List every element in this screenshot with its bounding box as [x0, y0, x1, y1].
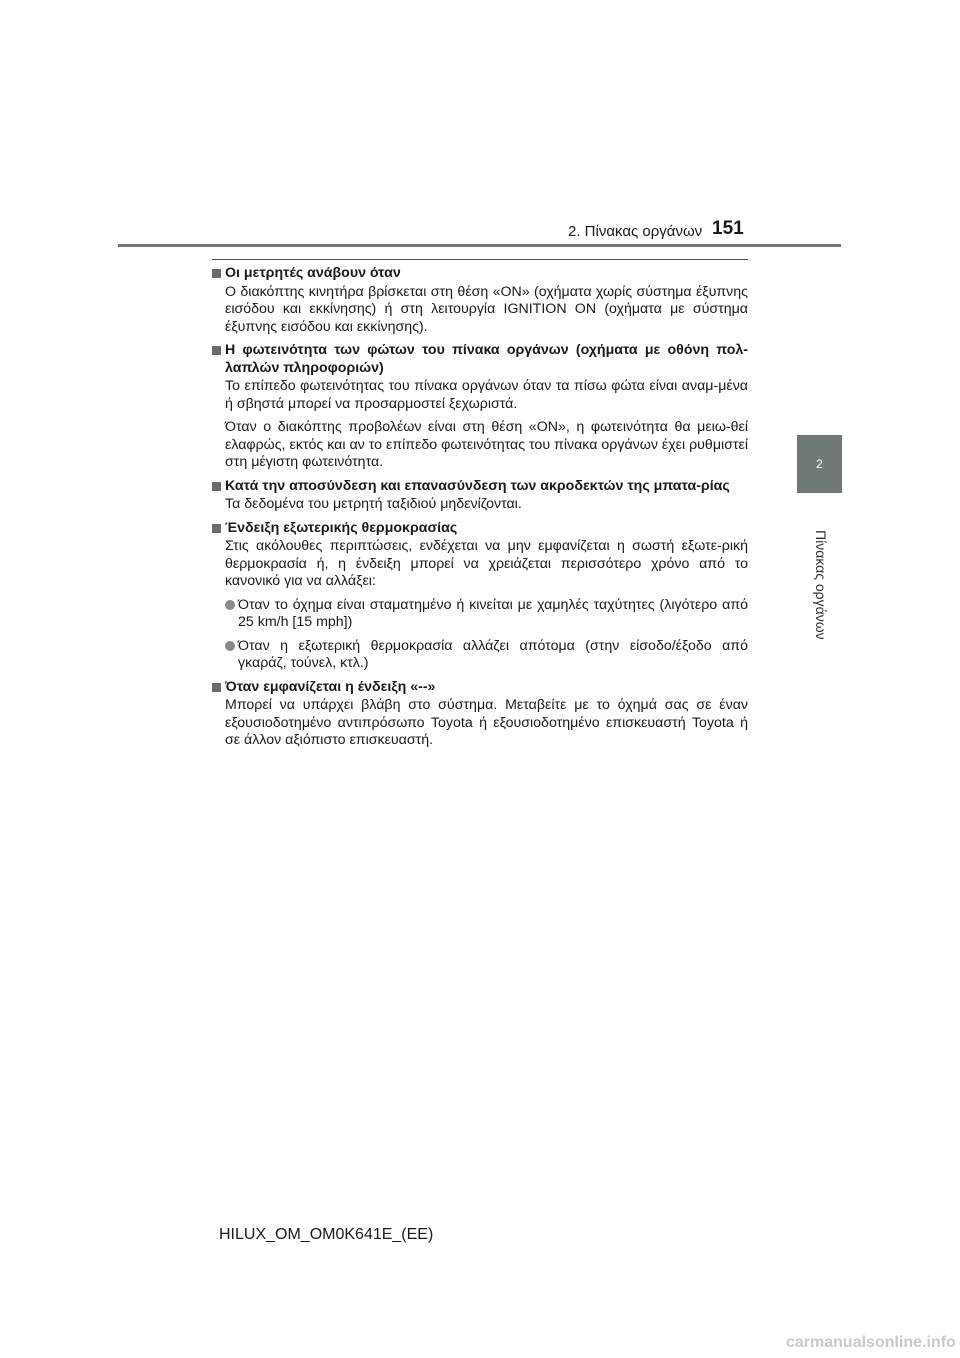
section-heading-text: Όταν εμφανίζεται η ένδειξη «--»	[225, 678, 436, 695]
content-top-divider	[212, 259, 748, 260]
section-heading	[212, 679, 748, 697]
section-heading-text: Η φωτεινότητα των φώτων του πίνακα οργάνων (οχήματα με οθόνη πολ-λαπλών πληροφοριών)	[225, 342, 748, 376]
paragraph: Μπορεί να υπάρχει βλάβη στο σύστημα. Μεταβείτε με το όχημά σας σε έναν εξουσιοδοτημένο αντιπρόσωπο Toyota ή εξουσιοδοτημένο επισκευαστή Toyota ή σε άλλον αξιόπιστο επισκευαστή.	[225, 697, 748, 748]
header-divider	[118, 244, 841, 247]
square-bullet-icon	[212, 269, 221, 278]
paragraph: Τα δεδομένα του μετρητή ταξιδιού μηδενίζονται.	[225, 496, 522, 512]
chapter-tab	[797, 435, 842, 493]
circle-bullet-icon	[225, 600, 235, 610]
section-heading-text: Οι μετρητές ανάβουν όταν	[225, 265, 401, 281]
square-bullet-icon	[212, 524, 221, 533]
section-heading	[212, 265, 748, 283]
paragraph: Στις ακόλουθες περιπτώσεις, ενδέχεται να μην εμφανίζεται η σωστή εξωτε-ρική θερμοκρασία ή, η ένδειξη μπορεί να χρειάζεται περισσότερο χρόνο από το κανονικό για να αλλάξει:	[225, 538, 748, 589]
section-heading	[212, 478, 748, 496]
section-heading-text: Κατά την αποσύνδεση και επανασύνδεση των ακροδεκτών της μπατα-ρίας	[225, 477, 730, 494]
section-dashes-display	[212, 679, 748, 750]
chapter-tab-label: Πίνακας οργάνων	[813, 530, 829, 640]
square-bullet-icon	[212, 346, 221, 355]
list-item-text: Όταν η εξωτερική θερμοκρασία αλλάζει απότομα (στην είσοδο/έξοδο από γκαράζ, τούνελ, κτλ.)	[238, 637, 748, 671]
section-title: 2. Πίνακας οργάνων	[568, 223, 703, 240]
content	[212, 265, 748, 756]
section-heading-text: Ένδειξη εξωτερικής θερμοκρασίας	[225, 519, 458, 536]
document-code: HILUX_OM_OM0K641E_(EE)	[219, 1226, 434, 1243]
section-battery	[212, 478, 748, 514]
paragraph: Όταν ο διακόπτης προβολέων είναι στη θέση «ON», η φωτεινότητα θα μειω-θεί ελαφρώς, εκτός και αν το επίπεδο φωτεινότητας του πίνακα οργάνων έχει ρυθμιστεί στη μέγιστη φωτεινότητα.	[225, 419, 748, 470]
paragraph: Το επίπεδο φωτεινότητας του πίνακα οργάνων όταν τα πίσω φώτα είναι αναμ-μένα ή σβηστά μπορεί να προσαρμοστεί ξεχωριστά.	[225, 378, 748, 412]
section-outside-temperature	[212, 520, 748, 673]
square-bullet-icon	[212, 683, 221, 692]
section-heading	[212, 520, 748, 538]
circle-bullet-icon	[225, 641, 235, 651]
section-gauges-light	[212, 265, 748, 336]
list-item	[225, 597, 748, 632]
page-number: 151	[712, 218, 744, 239]
list-item	[225, 638, 748, 673]
paragraph: Ο διακόπτης κινητήρα βρίσκεται στη θέση «ON» (οχήματα χωρίς σύστημα έξυπνης εισόδου και εκκίνησης) ή στη λειτουργία IGNITION ON (οχήματα με σύστημα έξυπνης εισόδου και εκκίνησης).	[225, 283, 748, 335]
watermark: carmanualsonline.info	[786, 1334, 956, 1351]
chapter-tab-number: 2	[816, 457, 823, 471]
section-heading	[212, 342, 748, 377]
square-bullet-icon	[212, 482, 221, 491]
section-brightness	[212, 342, 748, 472]
list-item-text: Όταν το όχημα είναι σταματημένο ή κινείται με χαμηλές ταχύτητες (λιγότερο από 25 km/h [15 mph])	[238, 596, 748, 630]
